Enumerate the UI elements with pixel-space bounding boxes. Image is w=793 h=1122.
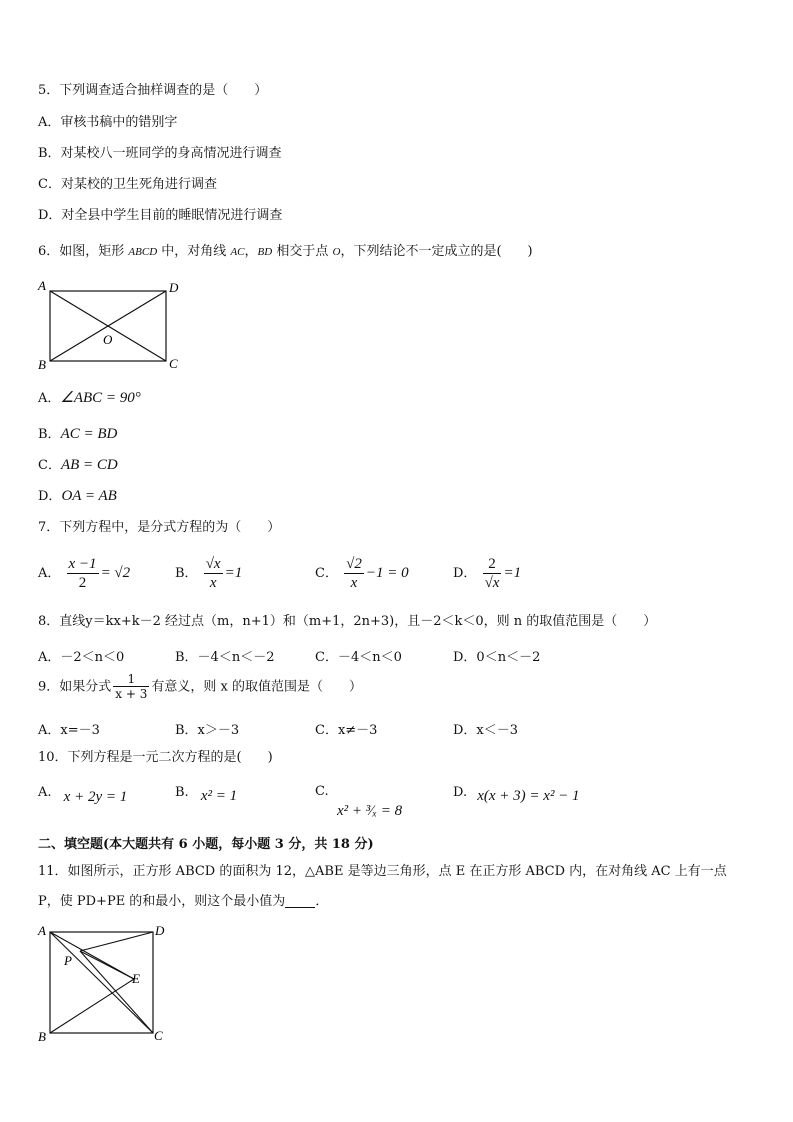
- q6-stem: 6．如图，矩形 ABCD 中，对角线 AC，BD 相交于点 O，下列结论不一定成立的是( ): [38, 244, 533, 259]
- label-o: O: [103, 332, 113, 347]
- q5-option-c: C．对某校的卫生死角进行调查: [38, 177, 217, 192]
- q10-option-b: B. x² = 1: [175, 785, 238, 804]
- answer-blank[interactable]: [285, 895, 315, 908]
- q6-option-c: C．AB = CD: [38, 457, 118, 473]
- q5-stem: 5．下列调查适合抽样调查的是（ ）: [38, 83, 268, 98]
- q9-stem: 9．如果分式 $\frac{1}{x + 3}$ 有意义，则 x 的取值范围是（ ）: [38, 672, 362, 702]
- label-d: D: [155, 923, 165, 938]
- q10-option-c: C. x² + ³⁄ₓ = 8: [315, 784, 403, 819]
- label-b: B: [38, 1029, 46, 1044]
- q9-option-d: D．x＜－3: [453, 723, 519, 738]
- label-a: A: [38, 278, 46, 293]
- q9-option-c: C．x≠－3: [315, 723, 378, 738]
- q8-option-b: B．－4＜n＜－2: [175, 650, 275, 665]
- q8-option-a: A．－2＜n＜0: [38, 650, 125, 665]
- q8-option-d: D．0＜n＜－2: [453, 650, 541, 665]
- q7-option-a: A． $\frac{x -1}{2}$ = √2: [38, 556, 131, 591]
- q8-stem: 8．直线y＝kx+k－2 经过点（m，n+1）和（m+1，2n+3)，且－2＜k＜0，则 n 的取值范围是（ ）: [38, 614, 657, 629]
- q5-option-a: A．审核书稿中的错别字: [38, 115, 178, 130]
- q10-option-a: A. x + 2y = 1: [38, 785, 128, 805]
- q10-option-d: D. x(x + 3) = x² − 1: [453, 785, 580, 804]
- q5-option-b: B．对某校八一班同学的身高情况进行调查: [38, 146, 282, 161]
- q7-stem: 7．下列方程中，是分式方程的为（ ）: [38, 520, 281, 535]
- q6-option-b: B．AC = BD: [38, 426, 118, 442]
- q7-option-b: B． $\frac{√x}{x}$ =1: [175, 556, 243, 591]
- label-b: B: [38, 357, 46, 372]
- label-d: D: [169, 280, 179, 295]
- q7-option-c: C． $\frac{√2}{x}$ −1 = 0: [315, 556, 409, 591]
- q11-square-figure: [34, 922, 174, 1044]
- label-p: P: [64, 953, 72, 968]
- q8-option-c: C．－4＜n＜0: [315, 650, 402, 665]
- label-a: A: [38, 923, 46, 938]
- label-e: E: [132, 971, 140, 986]
- label-c: C: [169, 356, 178, 371]
- q6-option-a: A．∠ABC = 90°: [38, 390, 141, 406]
- q6-rect-name: ABCD: [128, 246, 158, 258]
- label-c: C: [154, 1028, 163, 1043]
- q6-rectangle-figure: [34, 278, 189, 374]
- q11-line-1: 11．如图所示，正方形 ABCD 的面积为 12，△ABE 是等边三角形，点 E 在正方形 ABCD 内，在对角线 AC 上有一点: [38, 864, 727, 879]
- q11-line-2: P，使 PD+PE 的和最小，则这个最小值为 ．: [38, 894, 329, 909]
- q9-option-a: A．x=－3: [38, 723, 100, 738]
- q7-option-d: D． $\frac{2}{√x}$ =1: [453, 556, 522, 591]
- section-2-title: 二、填空题(本大题共有 6 小题，每小题 3 分，共 18 分): [38, 837, 374, 852]
- q10-stem: 10．下列方程是一元二次方程的是( ): [38, 750, 273, 765]
- q6-option-d: D．OA = AB: [38, 488, 117, 504]
- q9-option-b: B．x＞－3: [175, 723, 240, 738]
- q5-option-d: D．对全县中学生目前的睡眠情况进行调查: [38, 208, 283, 223]
